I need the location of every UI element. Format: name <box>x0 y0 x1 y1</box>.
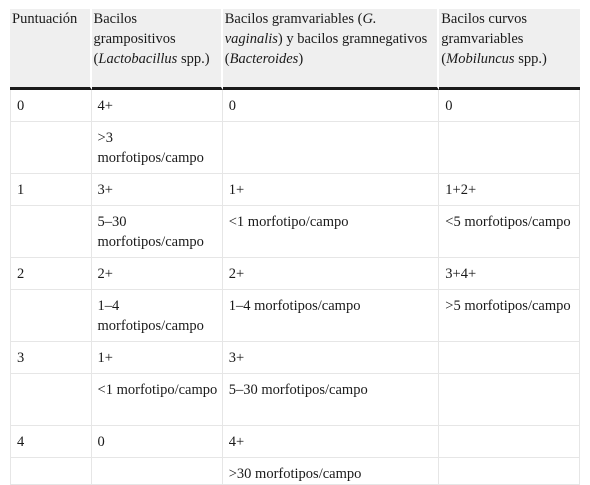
header-mobiluncus: Bacilos curvos gramvariables (Mobiluncus spp.) <box>439 9 580 90</box>
mobiluncus-cell: >5 morfotipos/campo <box>439 290 580 342</box>
mobiluncus-cell <box>439 426 580 458</box>
mobiluncus-cell <box>439 458 580 485</box>
table-row <box>10 426 580 458</box>
table-row <box>10 374 580 426</box>
gardnerella-cell: 4+ <box>223 426 440 458</box>
lactobacillus-cell: 5–30 morfotipos/campo <box>92 206 223 258</box>
mobiluncus-cell: 0 <box>439 90 580 122</box>
score-cell <box>10 206 92 258</box>
gardnerella-cell: 0 <box>223 90 440 122</box>
lactobacillus-cell <box>92 458 223 485</box>
score-cell <box>10 458 92 485</box>
score-cell: 0 <box>10 90 92 122</box>
header-row <box>10 9 580 90</box>
score-cell: 1 <box>10 174 92 206</box>
table-header <box>10 9 580 90</box>
mobiluncus-cell <box>439 122 580 174</box>
mobiluncus-cell: 1+2+ <box>439 174 580 206</box>
gardnerella-cell: 1–4 morfotipos/campo <box>223 290 440 342</box>
gardnerella-cell: >30 morfotipos/campo <box>223 458 440 485</box>
lactobacillus-cell: 1–4 morfotipos/campo <box>92 290 223 342</box>
score-cell <box>10 374 92 426</box>
header-lactobacillus: Bacilos grampositivos (Lactobacillus spp.) <box>92 9 223 90</box>
table-row <box>10 290 580 342</box>
nugent-score-table <box>10 9 580 485</box>
lactobacillus-cell: 0 <box>92 426 223 458</box>
table-row <box>10 206 580 258</box>
header-score: Puntuación <box>10 9 92 90</box>
mobiluncus-cell: <5 morfotipos/campo <box>439 206 580 258</box>
table-row <box>10 122 580 174</box>
table-row <box>10 342 580 374</box>
gardnerella-cell: 5–30 morfotipos/campo <box>223 374 440 426</box>
table-body <box>10 90 580 485</box>
score-cell <box>10 290 92 342</box>
gardnerella-cell: <1 morfotipo/campo <box>223 206 440 258</box>
lactobacillus-cell: 4+ <box>92 90 223 122</box>
lactobacillus-cell: <1 morfotipo/campo <box>92 374 223 426</box>
table-row <box>10 458 580 485</box>
gardnerella-cell: 1+ <box>223 174 440 206</box>
mobiluncus-cell: 3+4+ <box>439 258 580 290</box>
gardnerella-cell <box>223 122 440 174</box>
lactobacillus-cell: 1+ <box>92 342 223 374</box>
table-row <box>10 258 580 290</box>
table-row <box>10 174 580 206</box>
score-cell <box>10 122 92 174</box>
table-row <box>10 90 580 122</box>
score-cell: 2 <box>10 258 92 290</box>
lactobacillus-cell: 3+ <box>92 174 223 206</box>
gardnerella-cell: 2+ <box>223 258 440 290</box>
mobiluncus-cell <box>439 374 580 426</box>
score-cell: 4 <box>10 426 92 458</box>
header-gardnerella-bacteroides: Bacilos gramvariables (G. vaginalis) y bacilos gramnegativos (Bacteroides) <box>223 9 440 90</box>
lactobacillus-cell: >3 morfotipos/campo <box>92 122 223 174</box>
gardnerella-cell: 3+ <box>223 342 440 374</box>
score-cell: 3 <box>10 342 92 374</box>
mobiluncus-cell <box>439 342 580 374</box>
lactobacillus-cell: 2+ <box>92 258 223 290</box>
